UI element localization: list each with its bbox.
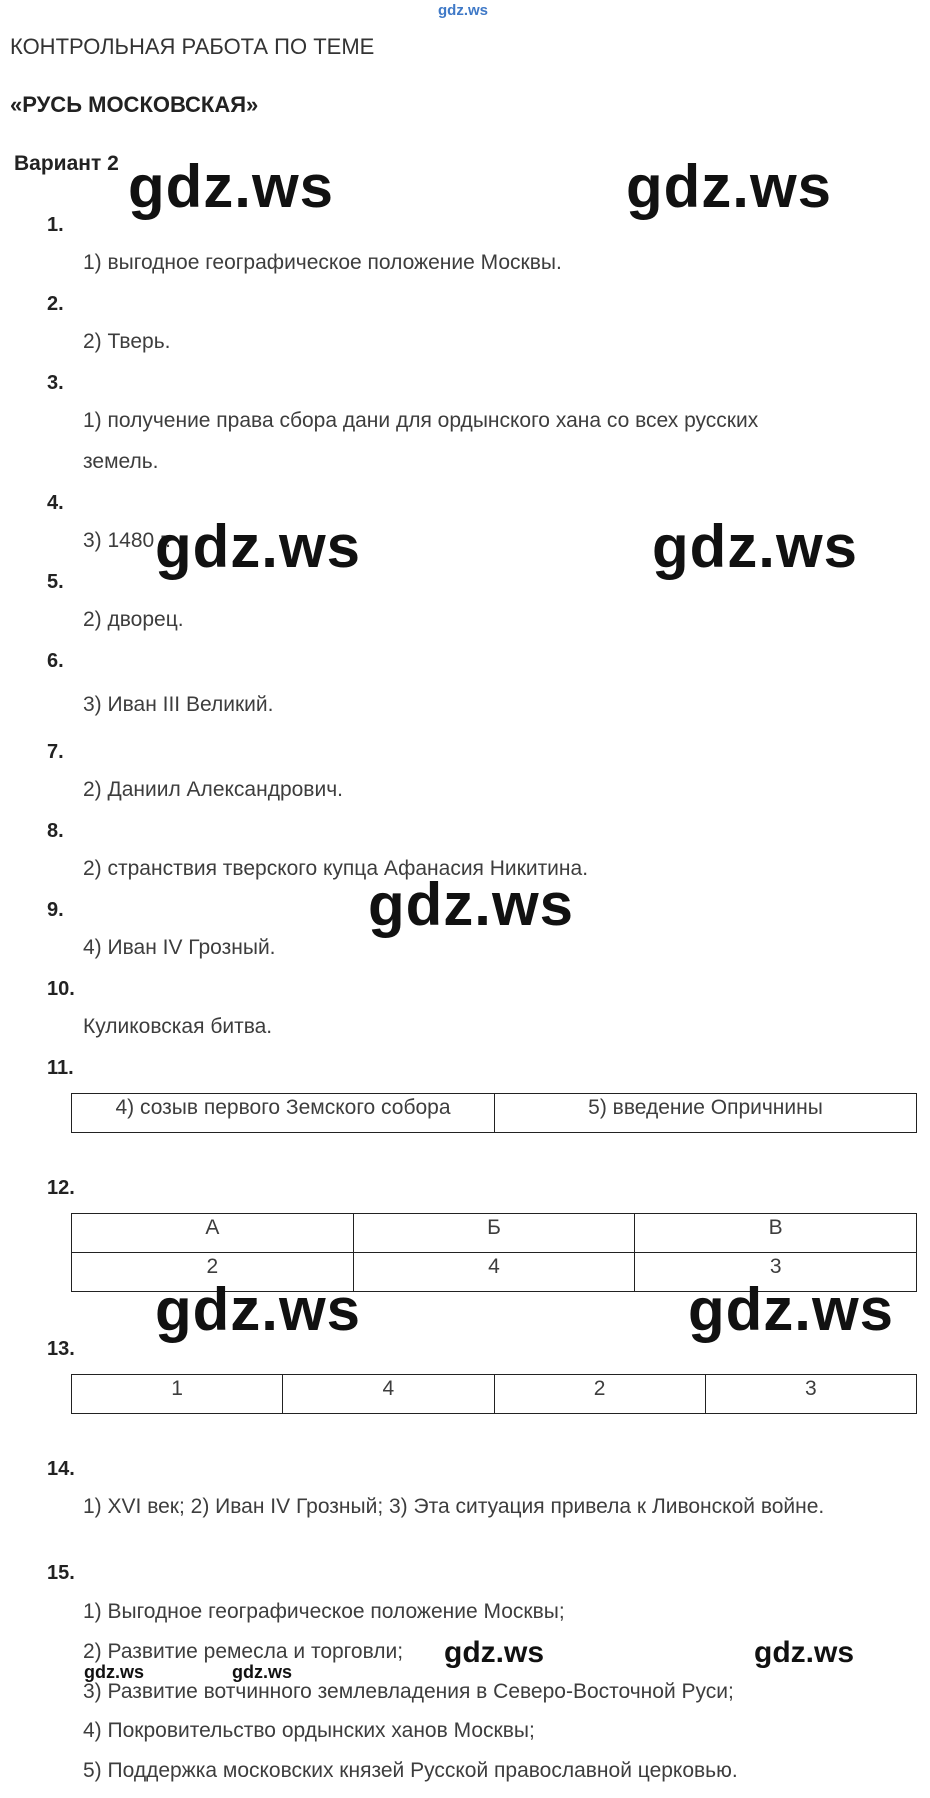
table-cell: 4) созыв первого Земского собора bbox=[72, 1094, 495, 1133]
answer-text: 2) Даниил Александрович. bbox=[83, 778, 343, 801]
answer-text: 3) Иван III Великий. bbox=[83, 693, 274, 716]
answer-text: 3) 1480 г. bbox=[83, 529, 171, 552]
question-number: 10. bbox=[47, 978, 75, 1000]
list-item: 4) Покровительство ордынских ханов Москвы; bbox=[83, 1719, 535, 1742]
watermark: gdz.ws bbox=[652, 513, 859, 580]
question-number: 4. bbox=[47, 492, 64, 514]
watermark: gdz.ws bbox=[626, 153, 833, 220]
question-number: 13. bbox=[47, 1338, 75, 1360]
table-cell: 5) введение Опричнины bbox=[495, 1094, 917, 1133]
watermark: gdz.ws bbox=[444, 1636, 545, 1669]
page-title: КОНТРОЛЬНАЯ РАБОТА ПО ТЕМЕ bbox=[10, 34, 375, 59]
list-item: 3) Развитие вотчинного землевладения в Северо-Восточной Руси; bbox=[83, 1680, 734, 1703]
answer-text: 1) выгодное географическое положение Москвы. bbox=[83, 251, 562, 274]
answer-text: Куликовская битва. bbox=[83, 1015, 273, 1038]
question-number: 12. bbox=[47, 1177, 75, 1199]
answer-text: 1) XVI век; 2) Иван IV Грозный; 3) Эта ситуация привела к Ливонской войне. bbox=[83, 1495, 825, 1518]
question-number: 2. bbox=[47, 293, 64, 315]
table-cell: 3 bbox=[705, 1375, 916, 1414]
table-cell: 1 bbox=[72, 1375, 283, 1414]
table-header-cell: В bbox=[635, 1214, 917, 1253]
table-cell: 3 bbox=[635, 1253, 917, 1292]
watermark: gdz.ws bbox=[688, 1276, 895, 1343]
question-number: 3. bbox=[47, 372, 64, 394]
table-cell: 2 bbox=[72, 1253, 354, 1292]
watermark: gdz.ws bbox=[128, 153, 335, 220]
question-number: 8. bbox=[47, 820, 64, 842]
watermark: gdz.ws bbox=[84, 1662, 145, 1682]
question-number: 15. bbox=[47, 1562, 75, 1584]
watermark: gdz.ws bbox=[155, 1276, 362, 1343]
answer-table bbox=[71, 1374, 917, 1414]
watermark: gdz.ws bbox=[155, 513, 362, 580]
question-number: 7. bbox=[47, 741, 64, 763]
table-cell: 4 bbox=[283, 1375, 494, 1414]
question-number: 11. bbox=[47, 1057, 74, 1079]
watermark: gdz.ws bbox=[368, 871, 575, 938]
answer-text: 2) Тверь. bbox=[83, 330, 171, 353]
list-item: 1) Выгодное географическое положение Москвы; bbox=[83, 1600, 565, 1623]
question-number: 14. bbox=[47, 1458, 75, 1480]
table-cell: 4 bbox=[353, 1253, 635, 1292]
answer-text: земель. bbox=[83, 450, 159, 473]
watermark: gdz.ws bbox=[754, 1636, 855, 1669]
answer-text: 2) дворец. bbox=[83, 608, 184, 631]
variant-label: Вариант 2 bbox=[14, 152, 119, 175]
table-header-cell: А bbox=[72, 1214, 354, 1253]
table-header-cell: Б bbox=[353, 1214, 635, 1253]
question-number: 1. bbox=[47, 214, 64, 236]
question-number: 6. bbox=[47, 650, 64, 672]
answer-text: 4) Иван IV Грозный. bbox=[83, 936, 276, 959]
list-item: 5) Поддержка московских князей Русской православной церковью. bbox=[83, 1759, 738, 1782]
watermark: gdz.ws bbox=[232, 1662, 293, 1682]
answer-text: 1) получение права сбора дани для ордынского хана со всех русских bbox=[83, 409, 759, 432]
page-subtitle: «РУСЬ МОСКОВСКАЯ» bbox=[10, 92, 259, 117]
question-number: 5. bbox=[47, 571, 64, 593]
watermark-top: gdz.ws bbox=[438, 2, 489, 19]
answer-table bbox=[71, 1093, 917, 1133]
answer-text: 2) странствия тверского купца Афанасия Никитина. bbox=[83, 857, 589, 880]
table-cell: 2 bbox=[494, 1375, 705, 1414]
question-number: 9. bbox=[47, 899, 64, 921]
list-item: 2) Развитие ремесла и торговли; bbox=[83, 1640, 404, 1663]
